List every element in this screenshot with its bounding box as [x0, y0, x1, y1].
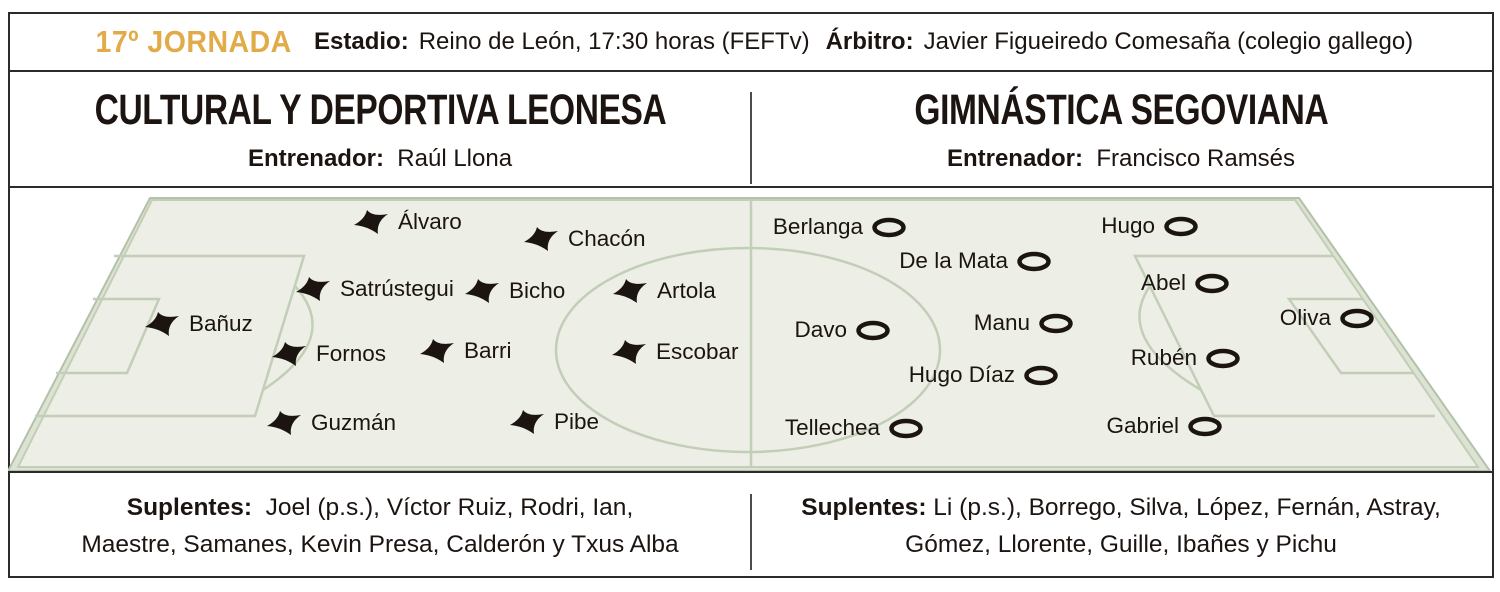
home-subs-line2: Maestre, Samanes, Kevin Presa, Calderón y Txus Alba	[81, 531, 679, 558]
player-name: Oliva	[1279, 305, 1331, 330]
player-name: Gabriel	[1106, 413, 1179, 438]
home-coach-name: Raúl Llona	[397, 145, 513, 172]
estadio-label: Estadio:	[314, 28, 409, 55]
arbitro-label: Árbitro:	[825, 28, 914, 55]
home-team-name: CULTURAL Y DEPORTIVA LEONESA	[94, 86, 666, 134]
home-team-header	[10, 74, 750, 186]
player-name: Hugo	[1101, 213, 1155, 238]
away-subs-line1	[801, 489, 1441, 526]
away-subs	[752, 479, 1490, 573]
separator-header	[8, 70, 1494, 72]
away-coach-name: Francisco Ramsés	[1096, 145, 1296, 172]
player-name: Chacón	[568, 226, 646, 251]
home-subs	[10, 479, 750, 573]
separator-pitch	[8, 471, 1494, 473]
player-name: Rubén	[1130, 345, 1197, 370]
away-coach-line	[947, 145, 1295, 173]
player-name: Bañuz	[189, 311, 253, 336]
home-coach-label: Entrenador:	[247, 145, 384, 172]
jornada-title: 17º JORNADA	[95, 24, 292, 59]
player-name: Hugo Díaz	[908, 362, 1015, 387]
away-subs-label: Suplentes:	[801, 494, 927, 521]
player-name: Fornos	[316, 341, 387, 366]
away-team-name: GIMNÁSTICA SEGOVIANA	[914, 86, 1328, 134]
player-name: Bicho	[509, 278, 566, 303]
arbitro-value: Javier Figueiredo Comesaña (colegio gallego)	[923, 28, 1414, 55]
away-coach-label: Entrenador:	[946, 145, 1083, 172]
header	[10, 14, 1490, 70]
away-team-header	[752, 74, 1490, 186]
home-subs-names1: Joel (p.s.), Víctor Ruiz, Rodri, Ian,	[265, 494, 634, 521]
home-subs-label: Suplentes:	[126, 494, 252, 521]
home-coach-line	[248, 145, 512, 173]
away-subs-line2: Gómez, Llorente, Guille, Ibañes y Pichu	[905, 531, 1337, 558]
home-subs-line1	[127, 489, 634, 526]
estadio-value: Reino de León, 17:30 horas (FEFTv)	[418, 28, 810, 55]
player-name: Escobar	[656, 339, 739, 364]
player-name: Álvaro	[398, 209, 462, 234]
player-name: Artola	[657, 278, 716, 303]
away-subs-names1: Li (p.s.), Borrego, Silva, López, Fernán, Astray,	[933, 494, 1441, 521]
player-name: Abel	[1140, 270, 1186, 295]
player-name: Tellechea	[784, 415, 880, 440]
player-name: De la Mata	[899, 248, 1008, 273]
player-name: Satrústegui	[340, 276, 454, 301]
player-name: Manu	[973, 310, 1030, 335]
player-name: Barri	[464, 338, 512, 363]
pitch-diagram	[8, 188, 1494, 471]
player-name: Pibe	[554, 409, 600, 434]
player-name: Guzmán	[311, 410, 397, 435]
player-name: Davo	[794, 317, 847, 342]
player-name: Berlanga	[772, 214, 863, 239]
